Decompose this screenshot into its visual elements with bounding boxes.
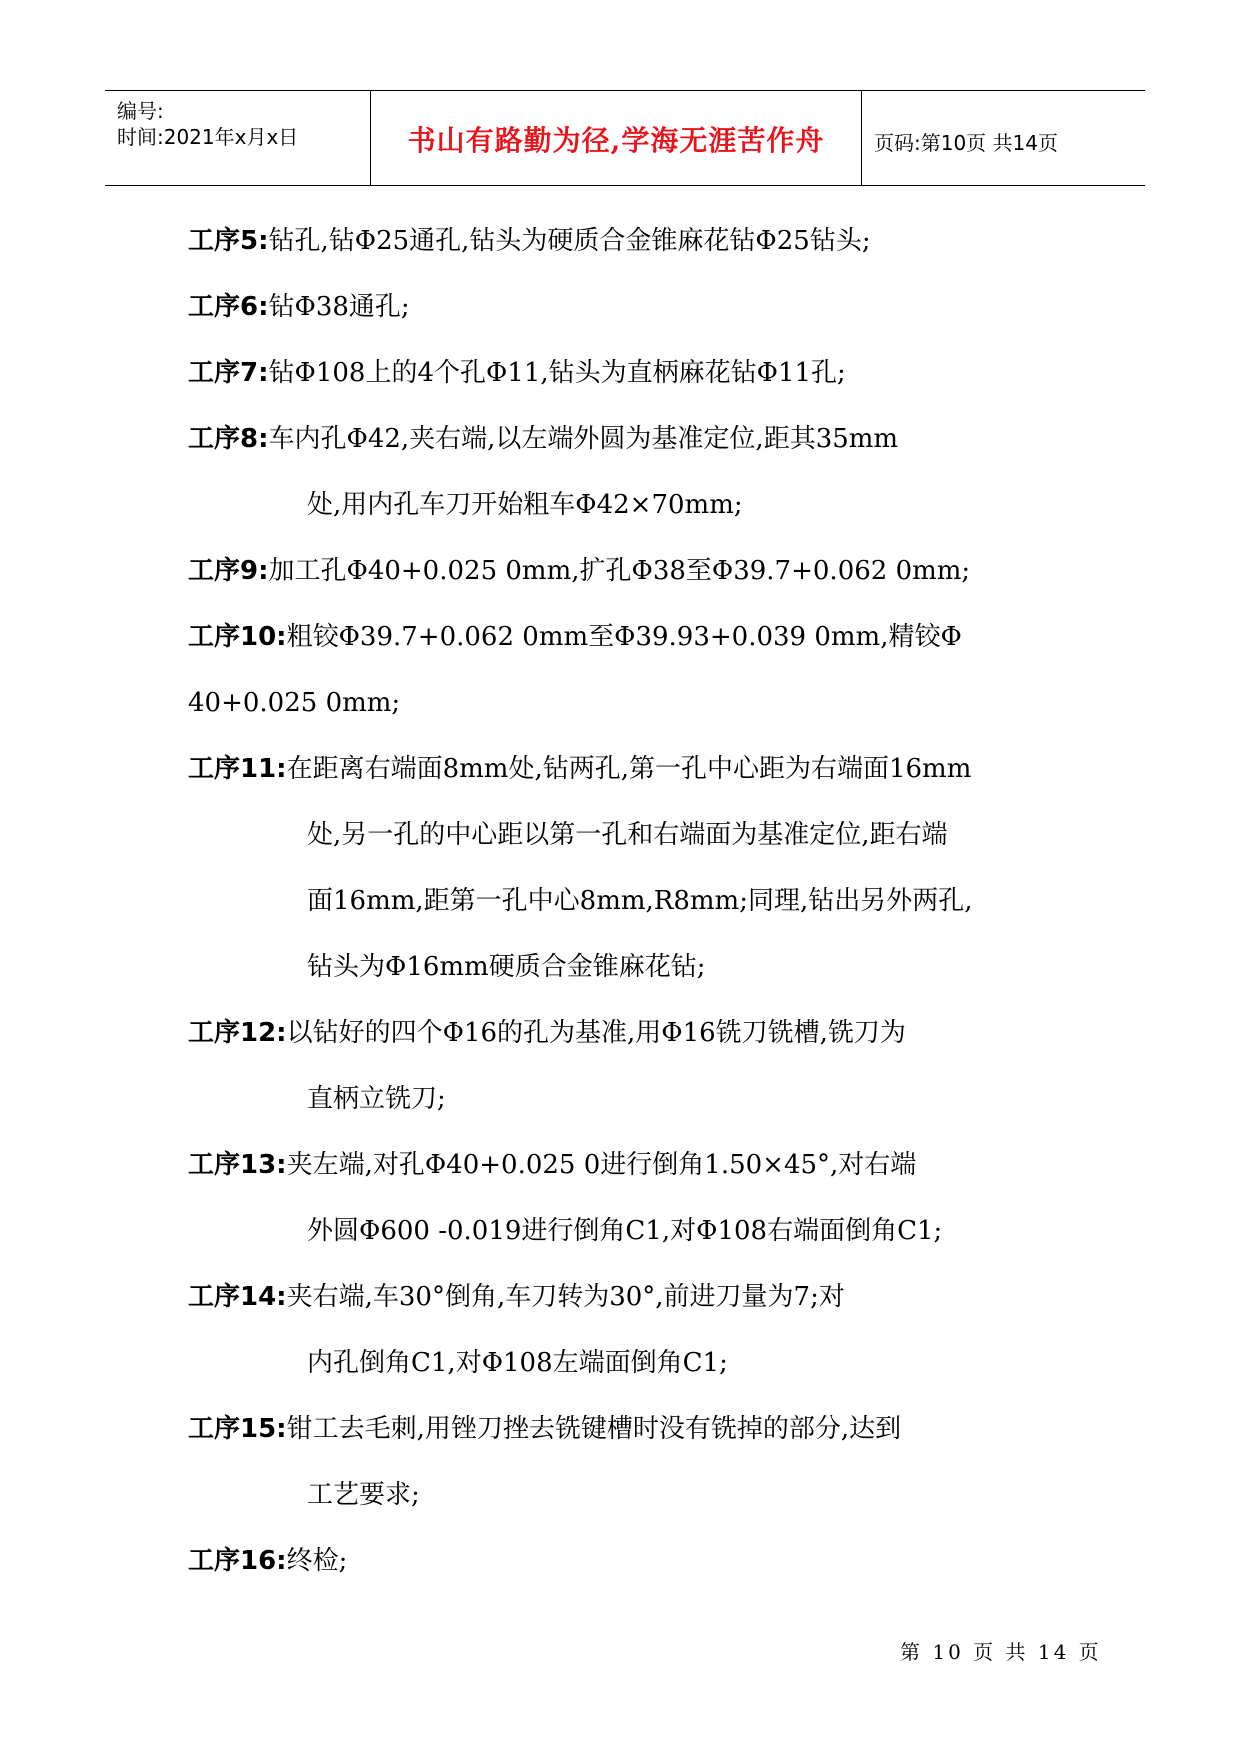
step-8 (188, 406, 1068, 472)
step-label: 工序13: (188, 1150, 287, 1180)
step-9 (188, 538, 1068, 604)
step-11-continuation-2: 面16mm,距第一孔中心8mm,R8mm;同理,钻出另外两孔, (307, 886, 973, 916)
step-label: 工序9: (188, 556, 269, 586)
step-10-continuation: 40+0.025 0mm; (188, 688, 401, 718)
step-text: 加工孔Φ40+0.025 0mm,扩孔Φ38至Φ39.7+0.062 0mm; (268, 556, 971, 586)
doc-time-label: 时间:2021年x月x日 (117, 125, 299, 149)
step-11-continuation-3: 钻头为Φ16mm硬质合金锥麻花钻; (307, 952, 706, 982)
step-label: 工序11: (188, 754, 287, 784)
header-slogan: 书山有路勤为径,学海无涯苦作舟 (407, 124, 825, 157)
step-13 (188, 1132, 1068, 1198)
step-6 (188, 274, 1068, 340)
step-12 (188, 1000, 1068, 1066)
step-14-continuation: 内孔倒角C1,对Φ108左端面倒角C1; (307, 1348, 728, 1378)
step-5 (188, 208, 1068, 274)
step-12-continuation: 直柄立铣刀; (307, 1084, 446, 1114)
step-text: 在距离右端面8mm处,钻两孔,第一孔中心距为右端面16mm (286, 754, 972, 784)
step-text: 粗铰Φ39.7+0.062 0mm至Φ39.93+0.039 0mm,精铰Φ (286, 622, 962, 652)
step-14 (188, 1264, 1068, 1330)
step-text: 终检; (286, 1546, 348, 1576)
step-label: 工序6: (188, 292, 269, 322)
step-text: 以钻好的四个Φ16的孔为基准,用Φ16铣刀铣槽,铣刀为 (286, 1018, 906, 1048)
step-15 (188, 1396, 1068, 1462)
step-16 (188, 1528, 1068, 1594)
step-15-continuation: 工艺要求; (307, 1480, 420, 1510)
step-text: 夹右端,车30°倒角,车刀转为30°,前进刀量为7;对 (286, 1282, 845, 1312)
step-text: 钻Φ108上的4个孔Φ11,钻头为直柄麻花钻Φ11孔; (268, 358, 846, 388)
header-middle-cell (371, 91, 862, 185)
step-label: 工序7: (188, 358, 269, 388)
step-7 (188, 340, 1068, 406)
page-footer: 第 10 页 共 14 页 (900, 1640, 1102, 1664)
step-text: 车内孔Φ42,夹右端,以左端外圆为基准定位,距其35mm (268, 424, 899, 454)
header-page-label: 页码:第10页 共14页 (874, 131, 1058, 155)
step-text: 夹左端,对孔Φ40+0.025 0进行倒角1.50×45°,对右端 (286, 1150, 917, 1180)
step-label: 工序14: (188, 1282, 287, 1312)
page-header (105, 90, 1145, 186)
step-label: 工序15: (188, 1414, 287, 1444)
step-label: 工序16: (188, 1546, 287, 1576)
step-label: 工序8: (188, 424, 269, 454)
doc-number-label: 编号: (117, 99, 164, 123)
step-label: 工序10: (188, 622, 287, 652)
step-label: 工序12: (188, 1018, 287, 1048)
step-text: 钻Φ38通孔; (268, 292, 410, 322)
step-text: 钳工去毛刺,用锉刀挫去铣键槽时没有铣掉的部分,达到 (286, 1414, 902, 1444)
step-text: 钻孔,钻Φ25通孔,钻头为硬质合金锥麻花钻Φ25钻头; (268, 226, 871, 256)
step-10 (188, 604, 1068, 670)
step-11 (188, 736, 1068, 802)
header-left-cell (105, 91, 371, 185)
header-right-cell (862, 91, 1145, 185)
step-11-continuation-1: 处,另一孔的中心距以第一孔和右端面为基准定位,距右端 (307, 820, 948, 850)
step-label: 工序5: (188, 226, 269, 256)
step-13-continuation: 外圆Φ600 -0.019进行倒角C1,对Φ108右端面倒角C1; (307, 1216, 943, 1246)
step-8-continuation: 处,用内孔车刀开始粗车Φ42×70mm; (307, 490, 743, 520)
